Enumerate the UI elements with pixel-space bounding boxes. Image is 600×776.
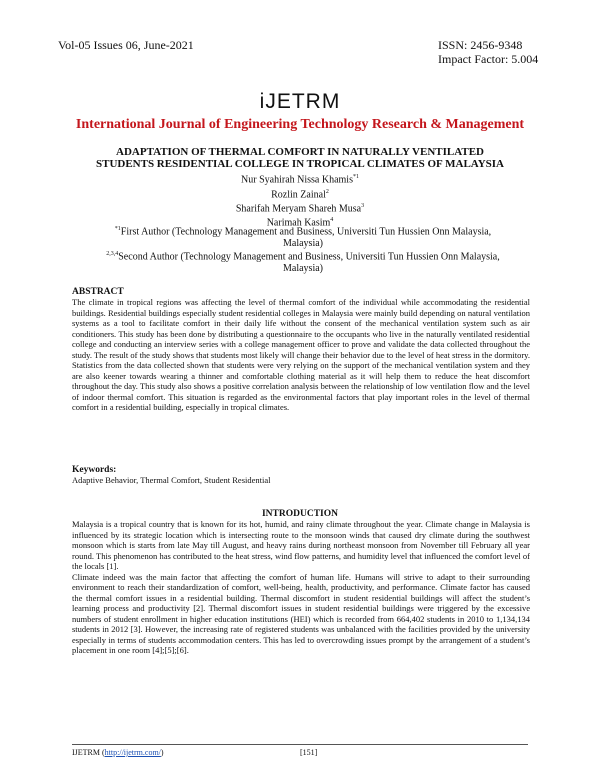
affiliation-line: Malaysia) [283, 238, 323, 250]
author-sup: *1 [352, 174, 359, 180]
author-sup: 4 [330, 217, 334, 223]
affiliation-2 [88, 248, 518, 275]
journal-name: International Journal of Engineering Technology Research & Management [75, 117, 525, 132]
paper-title [60, 146, 540, 170]
affiliation-1 [88, 223, 518, 250]
author-sup: 3 [361, 203, 365, 209]
introduction-body [72, 519, 530, 656]
affiliation-sup: *1 [114, 226, 121, 232]
introduction-paragraph: Malaysia is a tropical country that is known for its hot, humid, and rainy climate throughout the year. Climate change in Malaysia is influenced by its strategic location which is intersecting route to the monsoon winds that caused dry climate during the southwest monsoon which is starts from late May till August, and heavy rains during northeast monsoon from November till February all year round. This phenomenon has contributed to the heat stress, wind flow patterns, and humidity level that influenced the comfort level of the locals [1]. [72, 519, 530, 571]
paper-title-line-2: STUDENTS RESIDENTIAL COLLEGE IN TROPICAL CLIMATES OF MALAYSIA [95, 158, 505, 170]
introduction-heading: INTRODUCTION [261, 509, 338, 519]
introduction-paragraph: Climate indeed was the main factor that affecting the comfort of human life. Humans will strive to adapt to their surrounding environment to reach their standardization of comfort, well-being, health, productivity, and performance. Climate factor has caused the thermal comfort issues in a residential building. Thermal discomfort in student residential buildings will affect the student’s learning process and productivity [2]. Thermal discomfort issues in student residential buildings were triggered by the excessive numbers of student enrollment in higher education institutions (HEI) which is recorded from 664,402 students in 2010 to 1,134,134 students in 2012 [3]. However, the increasing rate of registered students was unbalanced with the facilities provided by the university especially in terms of students accommodation centers. This has led to overcrowding issues prompt by the arrangement of a student’s placement in one room [4];[5];[6]. [72, 571, 530, 655]
page-number: [151] [300, 748, 318, 757]
affiliation-line: Second Author (Technology Management and Business, Universiti Tun Hussien Onn Malaysia, [118, 251, 500, 263]
abstract-heading: ABSTRACT [72, 287, 124, 297]
keywords-heading: Keywords: [72, 465, 117, 475]
footer-journal [72, 748, 164, 757]
header-impact-factor: Impact Factor: 5.004 [438, 52, 539, 66]
author-1 [0, 171, 600, 186]
abstract-text: The climate in tropical regions was affecting the level of thermal comfort of the individual while accommodating the residential buildings. Residential buildings especially student residential colleges in Malaysia were mainly build depending on natural ventilation systems as a tool to facilitate comfort in their daily life without the consent of the mechanical ventilation system such as air conditioners. This study has been done by distributing a questionnaire to the occupants who live in the naturally ventilated residential college and conducting an interview series with a college management officer to prove and validate the data collected throughout the study. The result of the study shows that students most likely will change their behavior due to the level of heat stress in the dormitory. Statistics from the data collected shown that students were very relying on the support of the mechanical ventilation system and they are also keener towards wearing a thinner and comfortable clothing material as it will help them to reduce the heat discomfort throughout the day. This study also shows a positive correlation analysis between the relationship of low ventilation flow and the level of indoor thermal comfort. This situation is regarded as the environmental factors that play important roles in the level of thermal comfort in a residential building, especially in tropical climates. [72, 297, 530, 412]
paper-title-line-1: ADAPTATION OF THERMAL COMFORT IN NATURALLY VENTILATED [116, 146, 484, 158]
header-journal-info [438, 38, 538, 66]
affiliation-line: Malaysia) [283, 263, 323, 275]
footer-close-paren: ) [160, 748, 164, 757]
affiliation-line: First Author (Technology Management and Business, Universiti Tun Hussien Onn Malaysia, [120, 226, 492, 238]
header-volume-issue: Vol-05 Issues 06, June-2021 [58, 38, 194, 52]
author-sup: 2 [325, 189, 329, 195]
author-name: Sharifah Meryam Shareh Musa [235, 203, 362, 215]
keywords-text: Adaptive Behavior, Thermal Comfort, Student Residential [72, 475, 271, 485]
affiliation-sup: 2,3,4 [106, 251, 119, 257]
footer-link[interactable]: http://ijetrm.com/ [104, 748, 161, 757]
header-issn: ISSN: 2456-9348 [438, 38, 523, 52]
footer-divider [72, 744, 528, 745]
journal-logo: iJETRM [259, 90, 341, 113]
author-name: Nur Syahirah Nissa Khamis [241, 174, 353, 186]
author-name: Rozlin Zainal [271, 189, 326, 201]
footer-journal-label: IJETRM ( [72, 748, 105, 757]
author-name: Narimah Kasim [266, 217, 331, 229]
